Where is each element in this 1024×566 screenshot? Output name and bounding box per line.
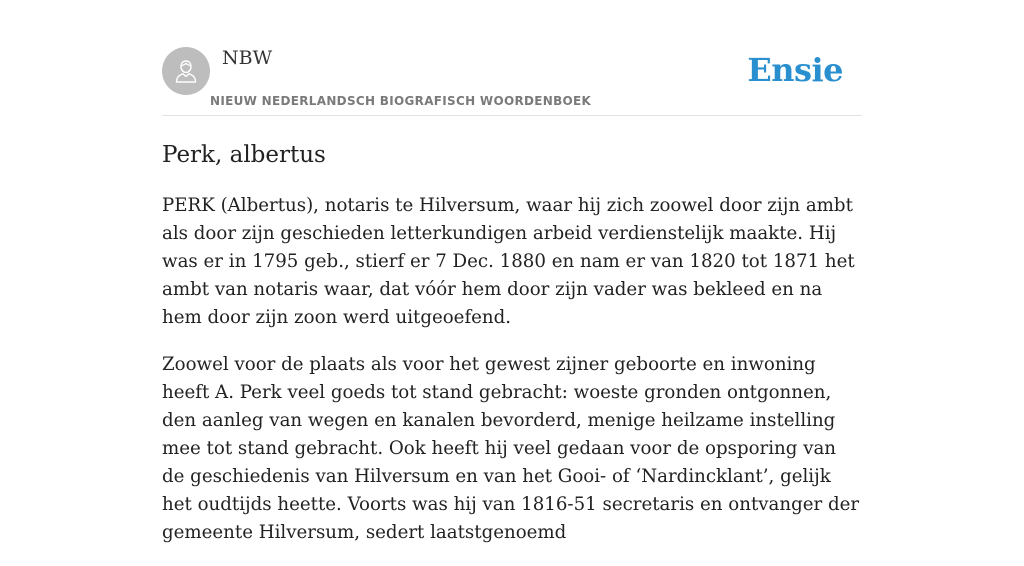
paragraph: PERK (Albertus), notaris te Hilversum, waar hij zich zoowel door zijn ambt als door zijn geschieden letterkundigen arbeid verdienstelijk maakte. Hij was er in 1795 geb., stierf er 7 Dec. 1880 en nam er van 1820 tot 1871 het ambt van notaris waar, dat vóór hem door zijn vader was bekleed en na hem door zijn zoon werd uitgeoefend. [162, 195, 855, 328]
header [162, 0, 862, 116]
source-subtitle: NIEUW NEDERLANDSCH BIOGRAFISCH WOORDENBOEK [210, 94, 592, 108]
user-icon [172, 57, 200, 85]
page-title: Perk, albertus [162, 142, 326, 168]
paragraph: Zoowel voor de plaats als voor het gewest zijner geboorte en inwoning heeft A. Perk veel goeds tot stand gebracht: woeste gronden ontgonnen, den aanleg van wegen en kanalen bevorderd, menige heilzame instelling mee tot stand gebracht. Ook heeft hij veel gedaan voor de opsporing van de geschiedenis van Hilversum en van het Gooi- of ‘Nardincklant’, gelijk het oudtijds heette. Voorts was hij van 1816-51 secretaris en ontvanger der gemeente Hilversum, sedert laatstgenoemd [162, 354, 860, 543]
brand-logo[interactable]: Ensie [747, 51, 843, 89]
article-body [162, 192, 862, 566]
avatar[interactable] [162, 47, 210, 95]
source-name[interactable]: NBW [222, 47, 273, 69]
